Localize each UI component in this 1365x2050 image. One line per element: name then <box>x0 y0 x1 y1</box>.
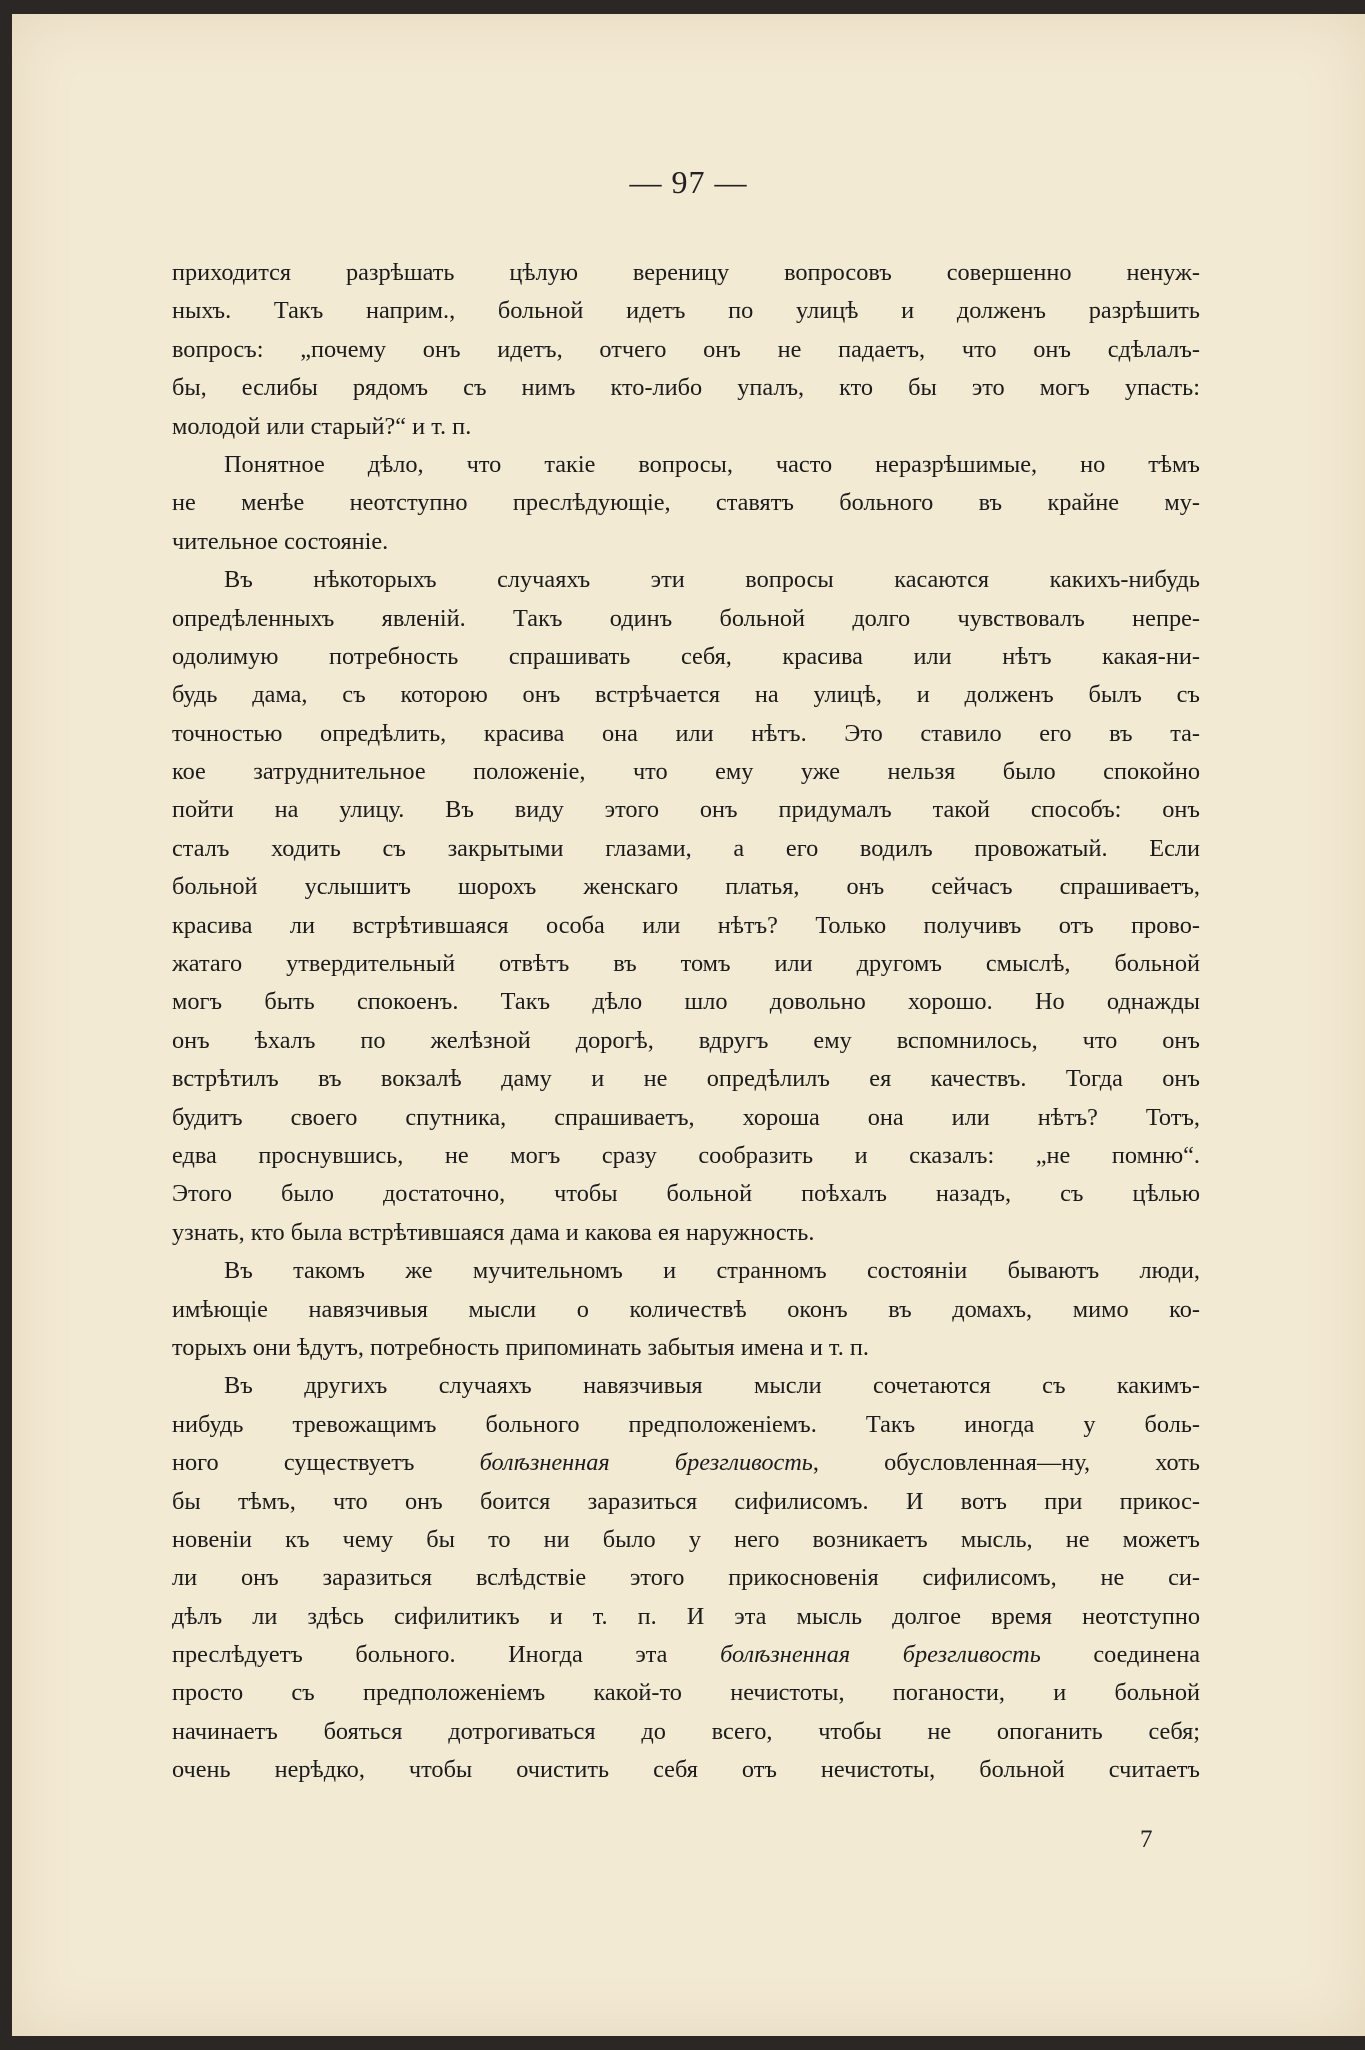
text-line: онъ ѣхалъ по желѣзной дорогѣ, вдругъ ему вспомнилось, что онъ <box>172 1026 1200 1054</box>
text-line: кое затруднительное положеніе, что ему уже нельзя было спокойно <box>172 758 1200 786</box>
text-line: Этого было достаточно, чтобы больной поѣхалъ назадъ, съ цѣлью <box>172 1180 1200 1208</box>
italic-phrase: болѣзненная брезгливость <box>479 1449 813 1477</box>
text-line: приходится разрѣшать цѣлую вереницу вопросовъ совершенно ненуж- <box>172 259 1200 286</box>
text-line: очень нерѣдко, чтобы очистить себя отъ нечистоты, больной считаетъ <box>172 1756 1200 1784</box>
text-line: красива ли встрѣтившаяся особа или нѣтъ? Только получивъ отъ прово- <box>172 911 1200 939</box>
text-line: опредѣленныхъ явленій. Такъ одинъ больной долго чувствовалъ непре- <box>172 604 1200 632</box>
text-line: ныхъ. Такъ наприм., больной идетъ по улицѣ и долженъ разрѣшить <box>172 297 1200 325</box>
page-number-header: — 97 — <box>629 164 748 200</box>
text-line: дѣлъ ли здѣсь сифилитикъ и т. п. И эта мысль долгое время неотступно <box>172 1602 1200 1630</box>
text-line: не менѣе неотступно преслѣдующіе, ставятъ больного въ крайне му- <box>172 489 1200 517</box>
text-line: жатаго утвердительный отвѣтъ въ томъ или другомъ смыслѣ, больной <box>172 950 1200 978</box>
text-line: новеніи къ чему бы то ни было у него возникаетъ мысль, не можетъ <box>172 1525 1200 1553</box>
paragraph <box>172 1367 1200 1789</box>
text-line: молодой или старый?“ и т. п. <box>172 412 472 440</box>
text-line: Въ другихъ случаяхъ навязчивыя мысли сочетаются съ какимъ- <box>224 1372 1200 1400</box>
text-line: точностью опредѣлить, красива она или нѣтъ. Это ставило его въ та- <box>172 719 1200 747</box>
paragraph <box>172 446 1200 561</box>
text-line: будитъ своего спутника, спрашиваетъ, хороша она или нѣтъ? Тотъ, <box>172 1103 1200 1131</box>
signature-mark: 7 <box>1140 1826 1153 1853</box>
body-text <box>172 254 1200 1790</box>
paragraph <box>172 561 1200 1252</box>
text-line: торыхъ они ѣдутъ, потребность припоминать забытыя имена и т. п. <box>172 1333 869 1361</box>
text-line: бы тѣмъ, что онъ боится заразиться сифилисомъ. И вотъ при прикос- <box>172 1487 1200 1515</box>
italic-phrase: болѣзненная брезгливость <box>720 1641 1041 1669</box>
text-line: Въ такомъ же мучительномъ и странномъ состояніи бываютъ люди, <box>224 1257 1200 1285</box>
text-line: встрѣтилъ въ вокзалѣ даму и не опредѣлилъ ея качествъ. Тогда онъ <box>172 1065 1200 1093</box>
text-line: Понятное дѣло, что такіе вопросы, часто неразрѣшимые, но тѣмъ <box>224 450 1200 478</box>
text-line: сталъ ходить съ закрытыми глазами, а его водилъ провожатый. Если <box>172 834 1200 862</box>
text-line: имѣющіе навязчивыя мысли о количествѣ оконъ въ домахъ, мимо ко- <box>172 1295 1200 1323</box>
text-line: едва проснувшись, не могъ сразу сообразить и сказалъ: „не помню“. <box>172 1141 1200 1169</box>
text-line: чительное состояніе. <box>172 527 389 555</box>
text-line: ли онъ заразиться вслѣдствіе этого прикосновенія сифилисомъ, не си- <box>172 1564 1200 1592</box>
text-line: начинаетъ бояться дотрогиваться до всего, чтобы не опоганить себя; <box>172 1717 1200 1745</box>
text-line: ного существуетъ болѣзненная брезгливость, обусловленная—ну, хоть <box>172 1449 1200 1477</box>
text-line: нибудь тревожащимъ больного предположеніемъ. Такъ иногда у боль- <box>172 1410 1200 1438</box>
text-line: преслѣдуетъ больного. Иногда эта болѣзненная брезгливость соединена <box>172 1641 1200 1669</box>
text-line: больной услышитъ шорохъ женскаго платья, онъ сейчасъ спрашиваетъ, <box>172 873 1200 901</box>
text-line: Въ нѣкоторыхъ случаяхъ эти вопросы касаются какихъ-нибудь <box>224 566 1200 594</box>
text-line: могъ быть спокоенъ. Такъ дѣло шло довольно хорошо. Но однажды <box>172 988 1200 1016</box>
text-line: одолимую потребность спрашивать себя, красива или нѣтъ какая-ни- <box>172 642 1200 670</box>
text-line: узнать, кто была встрѣтившаяся дама и какова ея наружность. <box>172 1218 815 1246</box>
text-line: бы, еслибы рядомъ съ нимъ кто-либо упалъ, кто бы это могъ упасть: <box>172 374 1200 402</box>
paragraph <box>172 254 1200 446</box>
text-line: будь дама, съ которою онъ встрѣчается на улицѣ, и долженъ былъ съ <box>172 681 1200 709</box>
text-line: просто съ предположеніемъ какой-то нечистоты, поганости, и больной <box>172 1679 1200 1707</box>
book-page <box>12 14 1365 2036</box>
text-line: пойти на улицу. Въ виду этого онъ придумалъ такой способъ: онъ <box>172 796 1200 824</box>
text-line: вопросъ: „почему онъ идетъ, отчего онъ не падаетъ, что онъ сдѣлалъ- <box>172 335 1200 363</box>
paragraph <box>172 1252 1200 1367</box>
